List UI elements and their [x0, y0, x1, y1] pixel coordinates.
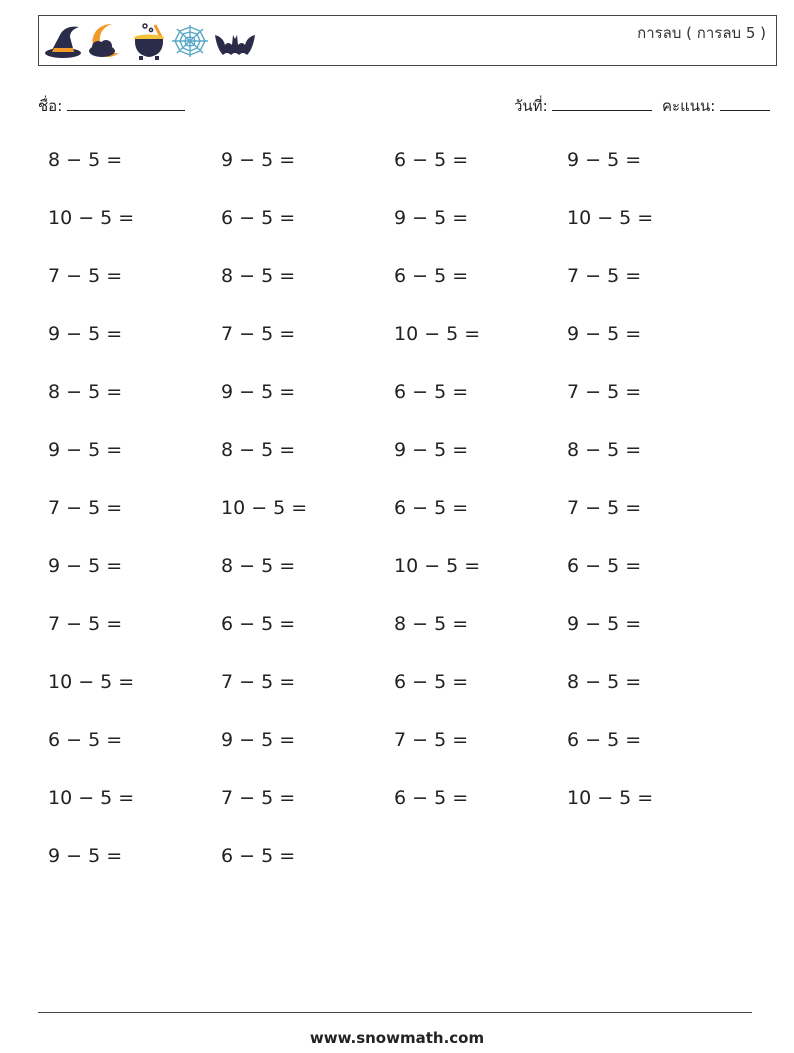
witch-hat-icon	[43, 21, 83, 61]
problem-item: 8 − 5 =	[221, 439, 296, 461]
problem-item: 7 − 5 =	[48, 497, 123, 519]
bat-icon	[213, 21, 257, 61]
problem-item: 9 − 5 =	[394, 207, 469, 229]
problem-item: 9 − 5 =	[567, 613, 642, 635]
problem-item: 6 − 5 =	[221, 207, 296, 229]
problem-item: 7 − 5 =	[567, 265, 642, 287]
footer-url: www.snowmath.com	[309, 1029, 485, 1047]
problem-item: 7 − 5 =	[567, 381, 642, 403]
problem-item: 6 − 5 =	[394, 149, 469, 171]
problem-item: 8 − 5 =	[221, 265, 296, 287]
problem-item: 6 − 5 =	[394, 381, 469, 403]
problem-item: 7 − 5 =	[48, 265, 123, 287]
problem-item: 7 − 5 =	[221, 323, 296, 345]
problem-item: 6 − 5 =	[221, 845, 296, 867]
spider-web-icon	[170, 21, 210, 61]
problem-item: 10 − 5 =	[567, 207, 654, 229]
problem-item: 6 − 5 =	[394, 671, 469, 693]
problem-item: 10 − 5 =	[394, 555, 481, 577]
score-blank[interactable]	[720, 96, 770, 111]
problem-item: 10 − 5 =	[48, 787, 135, 809]
problem-item: 9 − 5 =	[221, 381, 296, 403]
problem-item: 8 − 5 =	[567, 439, 642, 461]
header-icons	[43, 21, 257, 61]
problem-item: 9 − 5 =	[48, 555, 123, 577]
name-label: ชื่อ:	[38, 97, 63, 115]
problem-item: 10 − 5 =	[48, 671, 135, 693]
cauldron-icon	[131, 21, 167, 61]
footer-divider	[38, 1012, 752, 1013]
problem-item: 6 − 5 =	[394, 497, 469, 519]
problem-item: 7 − 5 =	[221, 671, 296, 693]
problem-item: 8 − 5 =	[567, 671, 642, 693]
problem-item: 9 − 5 =	[48, 323, 123, 345]
problem-item: 7 − 5 =	[394, 729, 469, 751]
moon-cloud-icon	[86, 21, 128, 61]
problem-item: 9 − 5 =	[221, 149, 296, 171]
worksheet-header	[38, 15, 777, 66]
problem-item: 8 − 5 =	[48, 149, 123, 171]
date-blank[interactable]	[552, 96, 652, 111]
problem-item: 9 − 5 =	[221, 729, 296, 751]
problem-item: 6 − 5 =	[48, 729, 123, 751]
problem-item: 8 − 5 =	[221, 555, 296, 577]
problem-item: 6 − 5 =	[394, 787, 469, 809]
problem-item: 10 − 5 =	[567, 787, 654, 809]
problem-item: 9 − 5 =	[394, 439, 469, 461]
name-field[interactable]	[38, 94, 185, 118]
date-field[interactable]	[514, 94, 652, 118]
problem-item: 9 − 5 =	[48, 439, 123, 461]
problem-item: 10 − 5 =	[221, 497, 308, 519]
problem-item: 9 − 5 =	[48, 845, 123, 867]
name-blank[interactable]	[67, 96, 185, 111]
problem-item: 6 − 5 =	[567, 729, 642, 751]
problem-item: 7 − 5 =	[48, 613, 123, 635]
problem-item: 6 − 5 =	[394, 265, 469, 287]
problem-item: 8 − 5 =	[394, 613, 469, 635]
problem-item: 7 − 5 =	[221, 787, 296, 809]
problem-item: 8 − 5 =	[48, 381, 123, 403]
problem-item: 10 − 5 =	[394, 323, 481, 345]
problem-item: 7 − 5 =	[567, 497, 642, 519]
date-label: วันที่:	[514, 97, 548, 115]
problem-item: 6 − 5 =	[221, 613, 296, 635]
problem-item: 9 − 5 =	[567, 149, 642, 171]
problem-item: 10 − 5 =	[48, 207, 135, 229]
worksheet-title: การลบ ( การลบ 5 )	[637, 24, 766, 42]
score-field[interactable]	[662, 94, 770, 118]
problem-item: 6 − 5 =	[567, 555, 642, 577]
problem-item: 9 − 5 =	[567, 323, 642, 345]
score-label: คะแนน:	[662, 97, 716, 115]
